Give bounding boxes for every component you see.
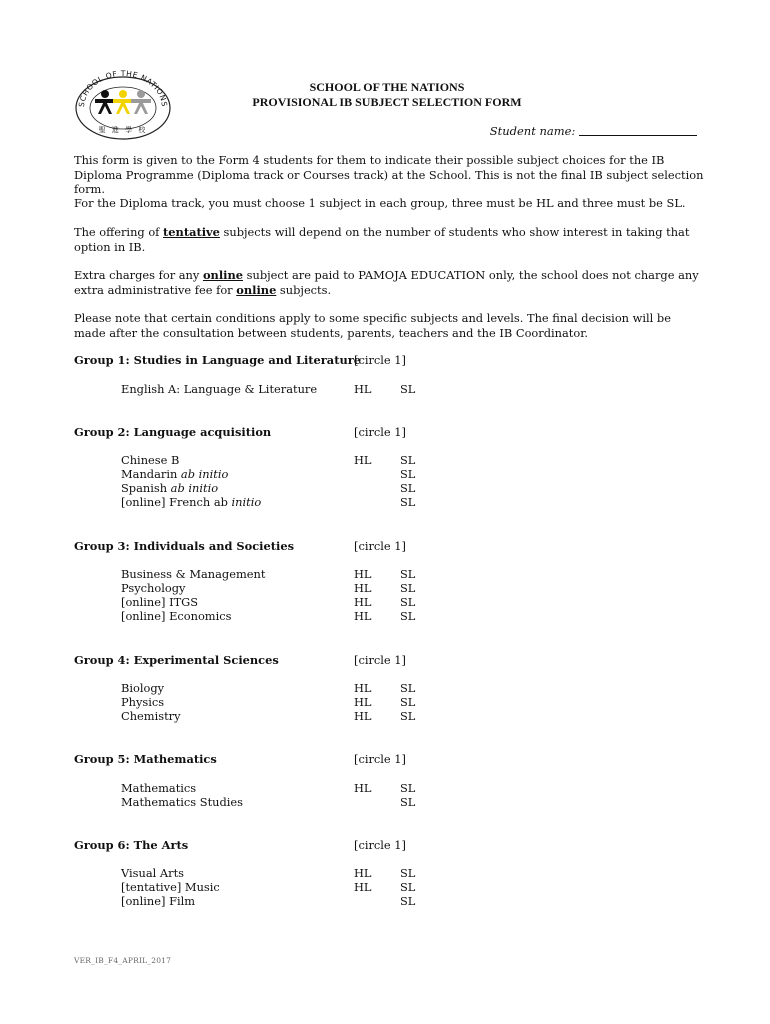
subject-tentative-music: [tentative] Music — [121, 880, 220, 894]
p4-text-a: Extra charges for any — [74, 268, 203, 282]
level-hl-option[interactable]: HL — [354, 681, 372, 695]
p4-text-e: subjects. — [276, 282, 332, 297]
subject-biology: Biology — [121, 681, 165, 695]
logo-chinese-text: 聖 進 學 校 — [98, 126, 148, 134]
group-1-title: Group 1: Studies in Language and Literature — [74, 353, 361, 367]
level-sl-option[interactable]: SL — [400, 709, 416, 723]
intro-paragraph-2: For the Diploma track, you must choose 1 subject in each group, three must be HL and three must be SL. — [74, 196, 686, 210]
p3-emphasis-tentative: tentative — [163, 225, 220, 239]
level-sl-option[interactable]: SL — [400, 495, 416, 509]
subject-name-italic: initio — [231, 495, 262, 509]
student-name-field — [490, 124, 697, 138]
level-sl-option[interactable]: SL — [400, 781, 416, 795]
subject-chinese-b: Chinese B — [121, 453, 180, 467]
level-sl-option[interactable]: SL — [400, 581, 416, 595]
intro-paragraph-4 — [74, 268, 704, 297]
level-sl-option[interactable]: SL — [400, 795, 416, 809]
subject-name: Spanish — [121, 481, 171, 495]
group-4-title: Group 4: Experimental Sciences — [74, 653, 279, 667]
level-hl-option[interactable]: HL — [354, 781, 372, 795]
level-sl-option[interactable]: SL — [400, 866, 416, 880]
p4-text-c: subject are paid to PAMOJA EDUCATION only, the school does not charge any extra administrative fee for — [74, 268, 699, 297]
level-hl-option[interactable]: HL — [354, 567, 372, 581]
level-hl-option[interactable]: HL — [354, 880, 372, 894]
group-1-instruction: [circle 1] — [354, 353, 406, 367]
level-sl-option[interactable]: SL — [400, 609, 416, 623]
subject-mathematics: Mathematics — [121, 781, 197, 795]
version-footer: VER_IB_F4_APRIL_2017 — [74, 956, 172, 965]
level-sl-option[interactable]: SL — [400, 681, 416, 695]
level-hl-option[interactable]: HL — [354, 709, 372, 723]
group-6-title: Group 6: The Arts — [74, 838, 189, 852]
subject-english-a: English A: Language & Literature — [121, 382, 318, 396]
subject-chemistry: Chemistry — [121, 709, 181, 723]
intro-paragraph-1: This form is given to the Form 4 students for them to indicate their possible subject choices for the IB Diploma Programme (Diploma track or Courses track) at the School. This is not the final IB subject selection form. — [74, 153, 704, 197]
subject-visual-arts: Visual Arts — [121, 866, 184, 880]
level-sl-option[interactable]: SL — [400, 595, 416, 609]
subject-online-film: [online] Film — [121, 894, 196, 908]
school-name: SCHOOL OF THE NATIONS — [309, 80, 465, 94]
subject-name: Mandarin — [121, 467, 181, 481]
p3-text-c: subjects will depend on the number of students who show interest in taking that option in IB. — [74, 225, 690, 254]
subject-spanish-ab-initio — [121, 481, 218, 495]
logo-ring-text: SCHOOL OF THE NATIONS — [76, 68, 170, 108]
level-sl-option[interactable]: SL — [400, 880, 416, 894]
subject-online-french — [121, 495, 261, 509]
form-title: PROVISIONAL IB SUBJECT SELECTION FORM — [252, 95, 522, 109]
level-sl-option[interactable]: SL — [400, 567, 416, 581]
group-3-instruction: [circle 1] — [354, 539, 406, 553]
group-2-instruction: [circle 1] — [354, 425, 406, 439]
group-5-title: Group 5: Mathematics — [74, 752, 217, 766]
level-sl-option[interactable]: SL — [400, 695, 416, 709]
student-name-label: Student name: — [489, 124, 576, 138]
level-sl-option[interactable]: SL — [400, 481, 416, 495]
form-header — [0, 80, 770, 110]
p3-text-a: The offering of — [74, 225, 164, 239]
level-sl-option[interactable]: SL — [400, 453, 416, 467]
level-hl-option[interactable]: HL — [354, 382, 372, 396]
subject-name-italic: ab initio — [180, 467, 229, 481]
group-3-title: Group 3: Individuals and Societies — [74, 539, 294, 553]
level-sl-option[interactable]: SL — [400, 467, 416, 481]
level-hl-option[interactable]: HL — [354, 866, 372, 880]
subject-mathematics-studies: Mathematics Studies — [121, 795, 244, 809]
subject-business-management: Business & Management — [121, 567, 266, 581]
subject-online-economics: [online] Economics — [121, 609, 232, 623]
subject-mandarin-ab-initio — [121, 467, 228, 481]
p4-emphasis-online-2: online — [236, 282, 277, 297]
level-hl-option[interactable]: HL — [354, 581, 372, 595]
intro-paragraph-5: Please note that certain conditions apply to some specific subjects and levels. The final decision will be made after the consultation between students, parents, teachers and the IB Coordinator. — [74, 311, 671, 340]
subject-online-itgs: [online] ITGS — [121, 595, 199, 609]
subject-name: [online] French ab — [121, 495, 232, 509]
student-name-blank[interactable] — [579, 125, 697, 136]
subject-name-italic: ab initio — [170, 481, 219, 495]
group-4-instruction: [circle 1] — [354, 653, 406, 667]
subject-physics: Physics — [121, 695, 165, 709]
level-hl-option[interactable]: HL — [354, 595, 372, 609]
group-5-instruction: [circle 1] — [354, 752, 406, 766]
level-sl-option[interactable]: SL — [400, 894, 416, 908]
level-hl-option[interactable]: HL — [354, 609, 372, 623]
level-hl-option[interactable]: HL — [354, 695, 372, 709]
group-2-title: Group 2: Language acquisition — [74, 425, 272, 439]
subject-psychology: Psychology — [121, 581, 186, 595]
p4-emphasis-online-1: online — [202, 268, 244, 282]
intro-paragraph-3 — [74, 225, 704, 254]
level-hl-option[interactable]: HL — [354, 453, 372, 467]
level-sl-option[interactable]: SL — [400, 382, 416, 396]
group-6-instruction: [circle 1] — [354, 838, 406, 852]
